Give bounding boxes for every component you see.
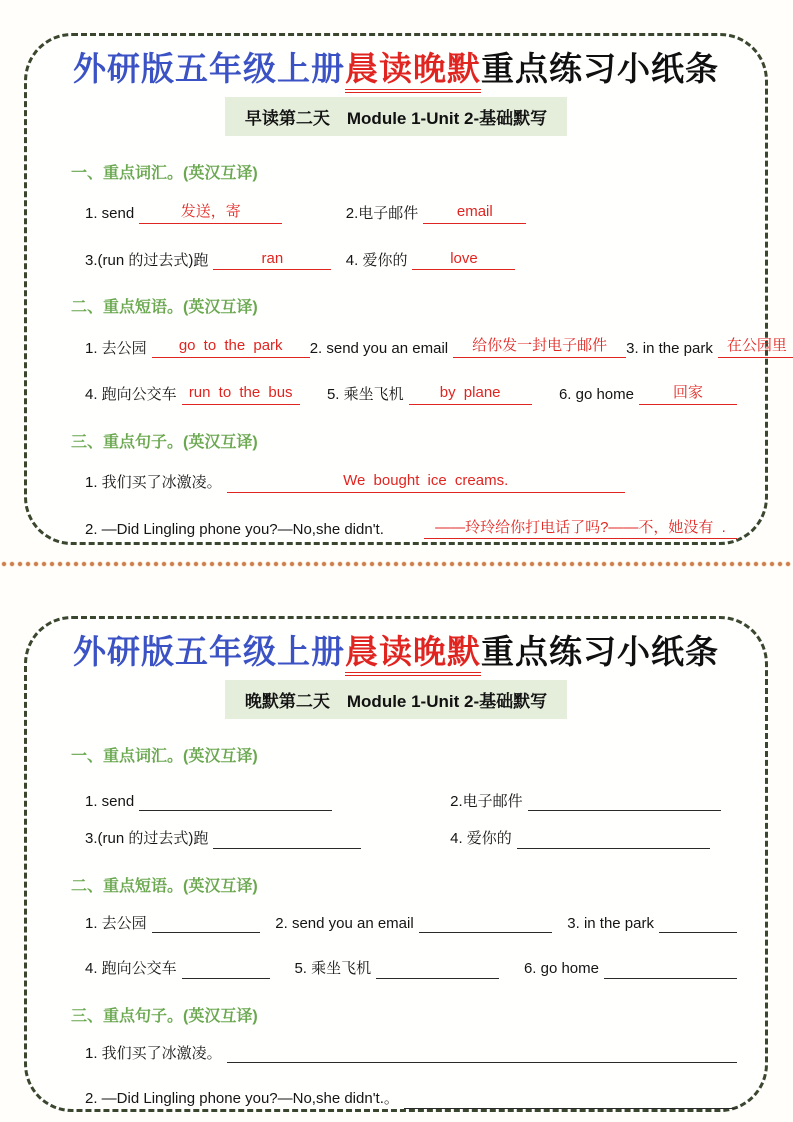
answer-text: 回家 (672, 384, 703, 402)
answer-text: by plane (439, 384, 501, 402)
question-label: 1. 去公园 (85, 914, 147, 932)
question-item (85, 384, 300, 405)
answer-blank (424, 519, 737, 540)
answer-text: go to the park (178, 337, 283, 355)
question-item (85, 250, 346, 271)
answer-blank (152, 337, 310, 358)
question-item (559, 384, 737, 405)
answer-blank (453, 337, 626, 358)
section-header-phrases: 二、重点短语。(英汉互译) (71, 877, 258, 895)
answer-text: love (450, 249, 478, 267)
question-item (85, 472, 737, 493)
question-row (85, 1044, 737, 1064)
question-label: 4. 跑向公交车 (85, 960, 177, 978)
section-header-phrases: 二、重点短语。(英汉互译) (71, 299, 258, 317)
question-item (85, 203, 346, 224)
section-header-sentences: 三、重点句子。(英汉互译) (71, 433, 258, 451)
answer-text: We bought ice creams. (343, 471, 509, 489)
question-row (85, 203, 737, 224)
subtitle-row (27, 680, 765, 719)
answer-blank (517, 831, 710, 849)
question-row (85, 384, 737, 405)
title-edition-text: 外研版五年级上册 (73, 635, 345, 671)
question-item (85, 829, 450, 849)
answer-blank (659, 915, 737, 933)
answer-blank (718, 337, 793, 358)
answer-blank (227, 472, 625, 493)
question-item (626, 337, 793, 358)
question-row (85, 959, 737, 979)
question-row (85, 250, 737, 271)
answer-blank (152, 915, 260, 933)
question-label: 3.(run 的过去式)跑 (85, 251, 209, 269)
section-header-sentences: 三、重点句子。(英汉互译) (71, 1007, 258, 1025)
answer-text: ——玲玲给你打电话了吗?——不，她没有 . (435, 518, 726, 536)
question-label: 4. 跑向公交车 (85, 386, 177, 404)
answer-blank (409, 384, 532, 405)
question-label: 2.电子邮件 (345, 205, 419, 223)
question-label: 1. send (85, 792, 135, 810)
title-highlight-text: 晨读晚默 (345, 52, 481, 93)
question-item (275, 914, 551, 934)
answer-blank (139, 793, 332, 811)
question-label: 1. 我们买了冰激凌。 (85, 1044, 222, 1062)
question-label: 3. in the park (626, 339, 713, 357)
question-label: 1. 我们买了冰激凌。 (85, 474, 222, 492)
question-label: 1. send (85, 205, 135, 223)
question-row (85, 337, 787, 358)
question-item (346, 250, 516, 271)
question-label: 2. send you an email (309, 339, 449, 357)
question-row (85, 472, 737, 493)
subtitle-row (27, 97, 765, 136)
question-item (310, 337, 626, 358)
cut-line-divider (0, 560, 793, 568)
question-label: 2. —Did Lingling phone you?—No,she didn't.。 (85, 1090, 399, 1108)
question-item (294, 959, 499, 979)
answer-blank (423, 203, 526, 224)
question-label: 5. 乘坐飞机 (294, 960, 372, 978)
answer-blank (604, 961, 737, 979)
answer-blank (528, 793, 721, 811)
question-item (85, 1089, 737, 1109)
question-item (524, 959, 737, 979)
question-row (85, 519, 737, 540)
title-suffix-text: 重点练习小纸条 (481, 635, 719, 671)
question-label: 4. 爱你的 (450, 830, 512, 848)
question-item (85, 1044, 737, 1064)
answer-text: run to the bus (188, 384, 293, 402)
answer-blank (213, 831, 361, 849)
day-module-badge: 早读第二天 Module 1-Unit 2-基础默写 (225, 97, 567, 136)
question-label: 3. in the park (567, 914, 654, 932)
question-label: 2.电子邮件 (450, 792, 523, 810)
question-label: 6. go home (558, 386, 634, 404)
worksheet-card-evening (24, 616, 768, 1112)
question-label: 2. —Did Lingling phone you?—No,she didn't. (85, 520, 384, 538)
answer-blank (404, 1091, 737, 1109)
question-item (450, 829, 710, 849)
answer-blank (419, 915, 552, 933)
question-row (85, 829, 737, 849)
answer-text: ran (261, 249, 284, 267)
question-item (450, 792, 721, 812)
section-header-words: 一、重点词汇。(英汉互译) (71, 164, 258, 182)
question-label: 4. 爱你的 (345, 251, 408, 269)
title-suffix-text: 重点练习小纸条 (481, 52, 719, 88)
answer-blank (182, 961, 270, 979)
question-item (85, 337, 310, 358)
question-label: 6. go home (523, 960, 599, 978)
question-label: 2. send you an email (275, 914, 414, 932)
answer-blank (139, 203, 282, 224)
answer-text: 在公园里 (726, 337, 787, 355)
question-label: 1. 去公园 (85, 339, 147, 357)
answer-text: email (456, 202, 493, 220)
title-edition-text: 外研版五年级上册 (73, 52, 345, 88)
answer-blank (182, 384, 300, 405)
answer-blank (376, 961, 499, 979)
question-row (85, 914, 737, 934)
answer-blank (227, 1045, 737, 1063)
worksheet-main-title (27, 52, 765, 90)
question-item (567, 914, 737, 934)
worksheet-card-morning (24, 33, 787, 545)
question-row (85, 792, 737, 812)
question-label: 3.(run 的过去式)跑 (85, 830, 209, 848)
question-item (85, 792, 450, 812)
question-item (346, 203, 527, 224)
day-module-badge: 晚默第二天 Module 1-Unit 2-基础默写 (225, 680, 567, 719)
question-row (85, 1089, 737, 1109)
question-item (85, 959, 270, 979)
worksheet-main-title (27, 635, 765, 673)
answer-text: 给你发一封电子邮件 (472, 337, 608, 355)
question-item (327, 384, 532, 405)
answer-blank (213, 250, 331, 271)
answer-blank (639, 384, 737, 405)
answer-blank (412, 250, 515, 271)
title-highlight-text: 晨读晚默 (345, 635, 481, 676)
question-item (85, 519, 737, 540)
question-label: 5. 乘坐飞机 (326, 386, 404, 404)
answer-text: 发送，寄 (180, 202, 241, 220)
question-item (85, 914, 260, 934)
section-header-words: 一、重点词汇。(英汉互译) (71, 747, 258, 765)
